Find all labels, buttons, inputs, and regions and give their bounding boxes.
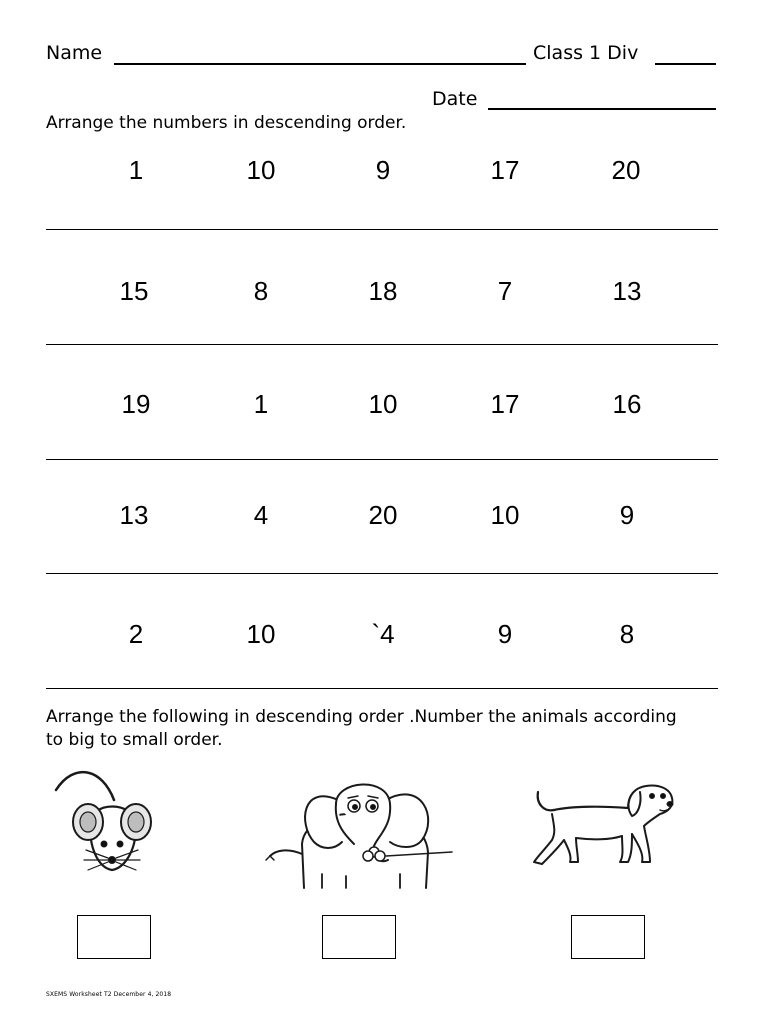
date-field[interactable] <box>488 108 716 110</box>
date-label: Date <box>432 88 478 110</box>
number-cell: 10 <box>246 155 276 185</box>
number-cell: `4 <box>371 619 395 649</box>
number-cell: 9 <box>375 155 391 185</box>
number-cell: 19 <box>121 389 151 419</box>
answer-line-3[interactable] <box>46 459 718 460</box>
number-cell: 4 <box>253 500 269 530</box>
answer-line-4[interactable] <box>46 573 718 574</box>
number-row-2 <box>0 271 768 311</box>
number-cell: 8 <box>619 619 635 649</box>
number-row-5 <box>0 614 768 654</box>
name-field[interactable] <box>114 63 526 65</box>
answer-line-2[interactable] <box>46 344 718 345</box>
number-cell: 1 <box>128 155 144 185</box>
number-cell: 10 <box>246 619 276 649</box>
number-cell: 20 <box>368 500 398 530</box>
number-row-4 <box>0 495 768 535</box>
number-cell: 8 <box>253 276 269 306</box>
elephant-answer-box[interactable] <box>322 915 396 959</box>
number-cell: 2 <box>128 619 144 649</box>
number-cell: 18 <box>368 276 398 306</box>
number-row-1 <box>0 150 768 190</box>
number-cell: 1 <box>253 389 269 419</box>
class-div-field[interactable] <box>655 63 716 65</box>
number-cell: 10 <box>368 389 398 419</box>
number-cell: 10 <box>490 500 520 530</box>
number-cell: 17 <box>490 389 520 419</box>
number-cell: 13 <box>119 500 149 530</box>
dog-icon <box>532 778 682 870</box>
answer-line-1[interactable] <box>46 229 718 230</box>
footer-text: SXEMS Worksheet T2 December 4, 2018 <box>46 991 172 998</box>
mouse-icon <box>52 760 172 880</box>
mouse-answer-box[interactable] <box>77 915 151 959</box>
section2-instruction-line2: to big to small order. <box>46 730 223 750</box>
number-cell: 9 <box>497 619 513 649</box>
number-cell: 7 <box>497 276 513 306</box>
number-cell: 16 <box>612 389 642 419</box>
number-row-3 <box>0 384 768 424</box>
name-label: Name <box>46 42 103 64</box>
elephant-icon <box>262 764 462 888</box>
number-cell: 20 <box>611 155 641 185</box>
class-label: Class 1 Div <box>533 42 639 64</box>
number-cell: 17 <box>490 155 520 185</box>
number-cell: 15 <box>119 276 149 306</box>
dog-answer-box[interactable] <box>571 915 645 959</box>
section1-instruction: Arrange the numbers in descending order. <box>46 113 407 133</box>
section2-instruction-line1: Arrange the following in descending order .Number the animals according <box>46 707 677 727</box>
number-cell: 9 <box>619 500 635 530</box>
number-cell: 13 <box>612 276 642 306</box>
answer-line-5[interactable] <box>46 688 718 689</box>
